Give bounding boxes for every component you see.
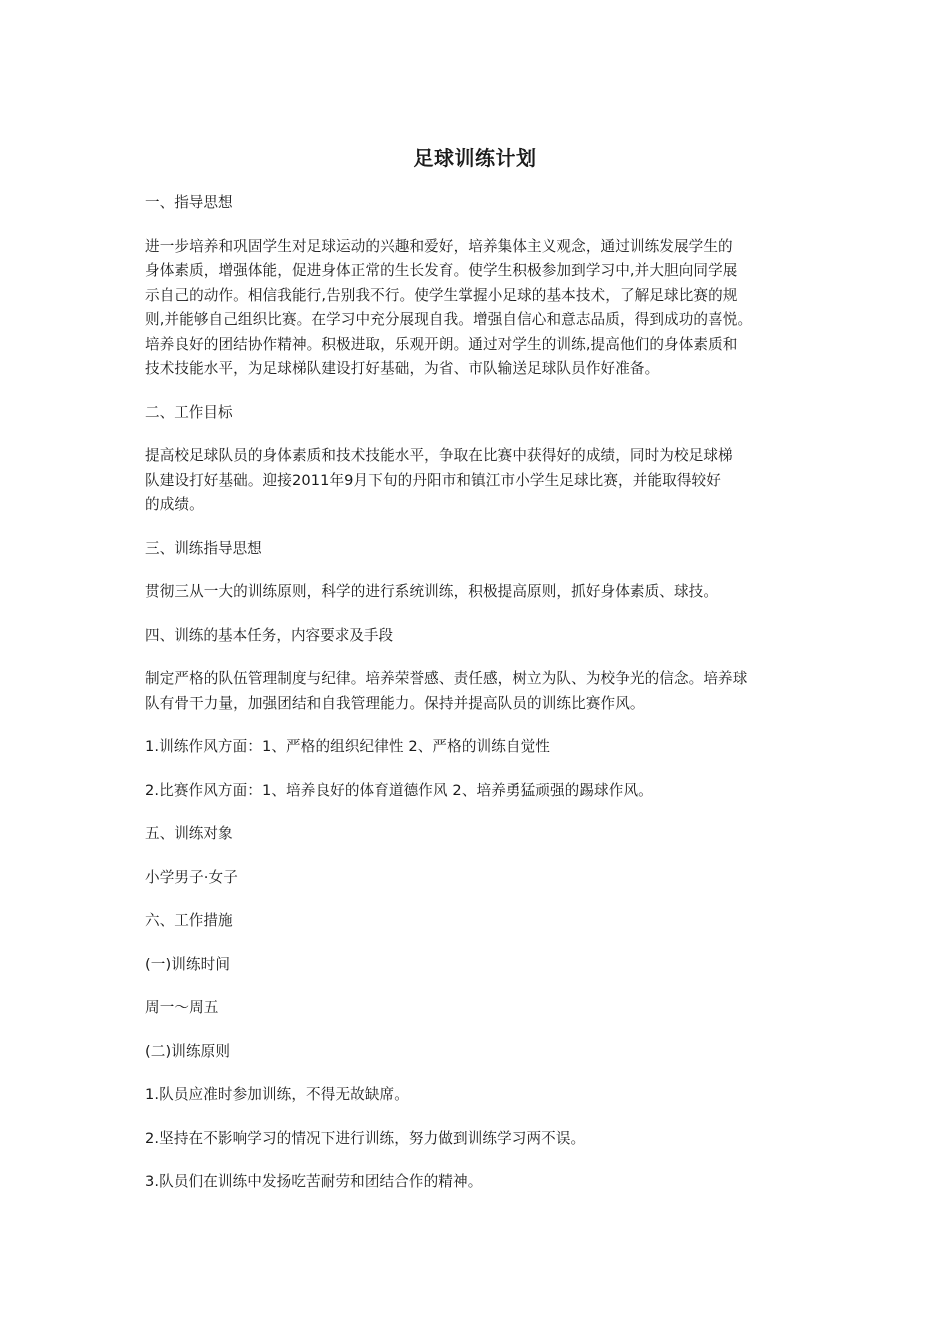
- subheading-training-time: (一)训练时间: [145, 955, 231, 973]
- list-item-principle: 1.队员应准时参加训练，不得无故缺席。: [145, 1086, 409, 1103]
- section-heading-basic-tasks: 四、训练的基本任务，内容要求及手段: [145, 626, 394, 644]
- section-paragraph-basic-tasks: [145, 667, 813, 716]
- training-time-value: 周一～周五: [145, 999, 219, 1016]
- document-title: 足球训练计划: [413, 146, 537, 170]
- section-paragraph-guiding-ideology: [145, 235, 813, 382]
- paragraph-line: 身体素质，增强体能，促进身体正常的生长发育。使学生积极参加到学习中,并大胆向同学展: [145, 262, 738, 279]
- section-heading-training-ideology: 三、训练指导思想: [145, 539, 262, 557]
- list-item-principle: 2.坚持在不影响学习的情况下进行训练，努力做到训练学习两不误。: [145, 1129, 586, 1147]
- list-item-training-style: 1.训练作风方面：1、严格的组织纪律性 2、严格的训练自觉性: [145, 738, 550, 755]
- section-heading-guiding-ideology: 一、指导思想: [145, 194, 233, 211]
- paragraph-line: 技术技能水平，为足球梯队建设打好基础，为省、市队输送足球队员作好准备。: [145, 360, 660, 377]
- section-paragraph-training-targets: 小学男子·女子: [145, 868, 238, 886]
- section-paragraph-training-ideology: 贯彻三从一大的训练原则，科学的进行系统训练，积极提高原则，抓好身体素质、球技。: [145, 583, 719, 600]
- document-body: [145, 191, 813, 1195]
- paragraph-line: 则,并能够自己组织比赛。在学习中充分展现自我。增强自信心和意志品质，得到成功的喜悦。: [145, 311, 753, 328]
- paragraph-line: 队有骨干力量，加强团结和自我管理能力。保持并提高队员的训练比赛作风。: [145, 694, 645, 712]
- subheading-training-principles: (二)训练原则: [145, 1042, 231, 1060]
- paragraph-line: 示自己的动作。相信我能行,告别我不行。使学生掌握小足球的基本技术，了解足球比赛的规: [145, 286, 738, 304]
- list-item-principle: 3.队员们在训练中发扬吃苦耐劳和团结合作的精神。: [145, 1173, 483, 1190]
- paragraph-line: 制定严格的队伍管理制度与纪律。培养荣誉感、责任感，树立为队、为校争光的信念。培养球: [145, 670, 748, 687]
- paragraph-line: 进一步培养和巩固学生对足球运动的兴趣和爱好，培养集体主义观念，通过训练发展学生的: [145, 237, 733, 255]
- section-paragraph-work-goals: [145, 444, 813, 518]
- paragraph-line: 的成绩。: [145, 496, 204, 513]
- list-item-match-style: 2.比赛作风方面：1、培养良好的体育道德作风 2、培养勇猛顽强的踢球作风。: [145, 781, 653, 799]
- section-heading-work-measures: 六、工作措施: [145, 912, 233, 929]
- section-heading-training-targets: 五、训练对象: [145, 825, 233, 842]
- paragraph-line: 培养良好的团结协作精神。积极进取，乐观开朗。通过对学生的训练,提高他们的身体素质和: [145, 335, 738, 353]
- paragraph-line: 队建设打好基础。迎接2011年9月下旬的丹阳市和镇江市小学生足球比赛，并能取得较好: [145, 471, 721, 489]
- paragraph-line: 提高校足球队员的身体素质和技术技能水平，争取在比赛中获得好的成绩，同时为校足球梯: [145, 447, 733, 464]
- section-heading-work-goals: 二、工作目标: [145, 403, 233, 421]
